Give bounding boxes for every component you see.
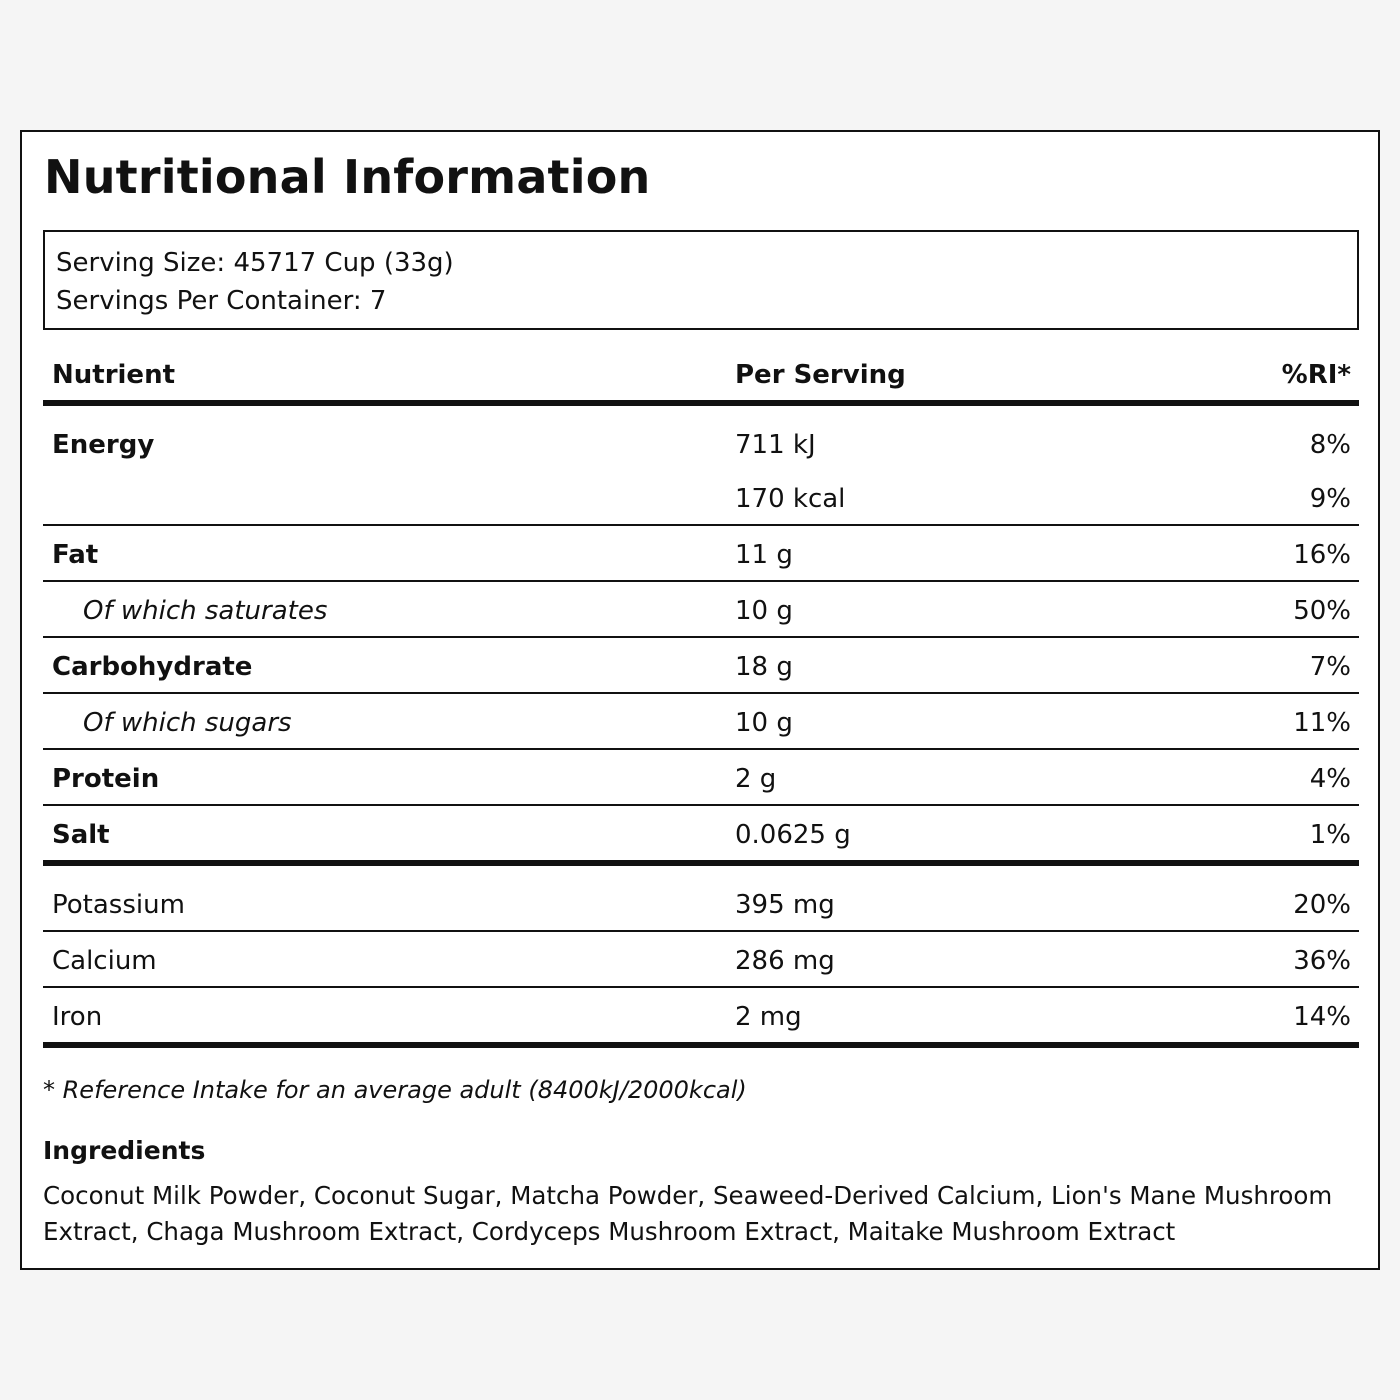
section-rule	[43, 860, 1359, 866]
nutrient-value: 11 g	[735, 540, 793, 570]
nutrient-value: 711 kJ	[735, 430, 816, 460]
nutrient-ri: 16%	[1293, 540, 1351, 570]
nutrient-ri: 20%	[1293, 890, 1351, 920]
row-divider	[43, 986, 1359, 988]
nutrient-name: Salt	[52, 820, 110, 850]
nutrient-value: 0.0625 g	[735, 820, 851, 850]
nutrient-ri: 14%	[1293, 1002, 1351, 1032]
header-rule	[43, 400, 1359, 406]
nutrition-label	[20, 130, 1380, 1270]
nutrient-ri: 4%	[1309, 764, 1351, 794]
nutrient-ri: 9%	[1309, 484, 1351, 514]
row-divider	[43, 580, 1359, 582]
row-divider	[43, 636, 1359, 638]
nutrient-name: Iron	[52, 1002, 103, 1032]
nutrient-ri: 8%	[1309, 430, 1351, 460]
row-divider	[43, 804, 1359, 806]
row-divider	[43, 930, 1359, 932]
nutrient-name: Calcium	[52, 946, 157, 976]
row-divider	[43, 524, 1359, 526]
nutrient-name: Energy	[52, 430, 155, 460]
table-header	[43, 350, 1359, 402]
nutrient-value: 2 g	[735, 764, 777, 794]
nutrient-ri: 11%	[1293, 708, 1351, 738]
ingredients-list: Coconut Milk Powder, Coconut Sugar, Matcha Powder, Seaweed-Derived Calcium, Lion's Mane Mushroom Extract, Chaga Mushroom Extract, Cordyceps Mushroom Extract, Maitake Mushroom Extract	[43, 1181, 1333, 1246]
nutrient-name: Of which saturates	[83, 596, 328, 626]
serving-info-box	[43, 230, 1359, 330]
nutrient-name: Protein	[52, 764, 160, 794]
nutrient-ri: 36%	[1293, 946, 1351, 976]
header-nutrient: Nutrient	[52, 360, 176, 390]
nutrient-name: Carbohydrate	[52, 652, 253, 682]
row-divider	[43, 692, 1359, 694]
nutrient-ri: 7%	[1309, 652, 1351, 682]
reference-intake-footnote: * Reference Intake for an average adult (8400kJ/2000kcal)	[43, 1076, 747, 1104]
row-divider	[43, 748, 1359, 750]
nutrient-value: 286 mg	[735, 946, 835, 976]
nutrient-value: 10 g	[735, 708, 793, 738]
nutrient-name: Of which sugars	[83, 708, 292, 738]
nutrient-value: 395 mg	[735, 890, 835, 920]
nutrient-ri: 1%	[1309, 820, 1351, 850]
serving-size: Serving Size: 45717 Cup (33g)	[56, 248, 454, 278]
table-bottom-rule	[43, 1042, 1359, 1048]
label-title: Nutritional Information	[44, 150, 651, 204]
nutrient-ri: 50%	[1293, 596, 1351, 626]
nutrient-value: 170 kcal	[735, 484, 846, 514]
nutrient-name: Potassium	[52, 890, 185, 920]
nutrient-value: 10 g	[735, 596, 793, 626]
nutrient-value: 18 g	[735, 652, 793, 682]
nutrient-value: 2 mg	[735, 1002, 802, 1032]
nutrient-name: Fat	[52, 540, 99, 570]
servings-per-container: Servings Per Container: 7	[56, 286, 387, 316]
header-per-serving: Per Serving	[735, 360, 906, 390]
ingredients-title: Ingredients	[43, 1136, 206, 1165]
header-ri: %RI*	[1281, 360, 1351, 390]
